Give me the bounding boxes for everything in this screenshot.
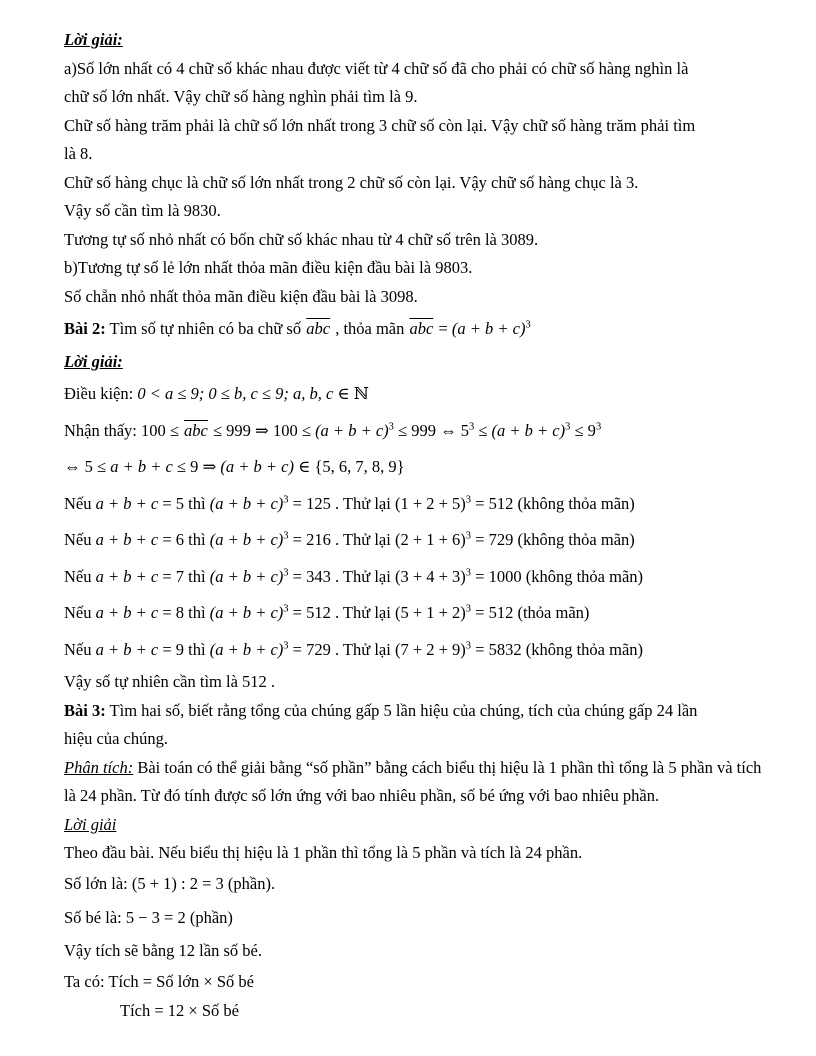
solution-heading-problem-3 [64,811,756,840]
paragraph-line [64,169,756,198]
text-segment: ≤ [474,420,492,440]
text-segment: là 8. [64,144,93,163]
text-segment: Lời giải: [64,351,123,371]
text-segment: ≤ 9 [570,420,596,440]
paragraph-line [64,112,756,141]
product-equation-line-2 [64,997,756,1026]
text-segment: a + b + c [110,457,173,476]
text-segment: ∈ {5, 6, 7, 8, 9} [294,457,405,476]
problem-3-title [64,697,756,726]
text-segment: (a + b + c) [451,319,526,338]
text-segment: , thỏa mãn [331,319,409,338]
case-line-sum-7 [64,559,756,596]
exponent-text: 3 [465,530,472,542]
paragraph-line [64,725,756,754]
text-segment: Bài 3: [64,700,106,720]
exponent-text: 3 [468,421,475,432]
text-segment: 0 < a ≤ 9; 0 ≤ b, c ≤ 9; a, b, c [137,384,334,403]
text-segment: = 343 . Thử lại (3 + 4 + 3) [288,566,466,586]
larger-number-line [64,868,756,902]
overline-abc-text: $\overline{abc}$ [306,319,331,338]
text-segment: Lời giải: [64,30,123,49]
paragraph-line [64,935,756,969]
text-segment: Điều kiện: [64,384,138,403]
solution-heading-problem-2 [64,348,756,377]
paragraph-line [64,226,756,255]
text-segment: Chữ số hàng chục là chữ số lớn nhất trong 2 chữ số còn lại. Vậy chữ số hàng chục là 3. [64,172,639,192]
text-segment: (a + b + c) [315,420,389,440]
paragraph-line [64,839,756,868]
exponent-text: 3 [283,640,289,651]
exponent-text: 3 [595,421,602,432]
text-segment: Nếu [64,530,96,549]
text-segment: a + b + c [95,639,159,659]
text-segment: a + b + c [95,530,159,549]
text-segment: Số chẵn nhỏ nhất thỏa mãn điều kiện đầu bài là 3098. [64,286,418,306]
text-segment: Nhận thấy: 100 ≤ [64,420,184,440]
text-segment: = 8 thì [158,603,210,622]
exponent-text: 3 [465,567,472,578]
text-segment: Tích = 12 × Số bé [120,1000,239,1020]
text-segment: = 512 (thỏa mãn) [471,603,590,622]
text-segment: Ta có: Tích = Số lớn × Số bé [64,972,254,991]
text-segment: chữ số lớn nhất. Vậy chữ số hàng nghìn phải tìm là 9. [64,87,418,106]
case-line-sum-8 [64,595,756,632]
text-segment: ≤ 9 ⇒ [172,457,221,476]
text-segment: = 1000 (không thỏa mãn) [471,566,644,586]
text-segment: Bài toán có thể giải bằng “số phần” bằng cách biểu thị hiệu là 1 phần thì tổng là 5 phần và tích [133,757,762,777]
text-segment: (a + b + c) [209,603,284,622]
text-segment: = 125 . Thử lại (1 + 2 + 5) [288,493,466,513]
text-segment: a + b + c [95,603,159,622]
case-line-sum-9 [64,632,756,669]
condition-line [64,376,756,413]
text-segment: Tìm số tự nhiên có ba chữ số [105,319,306,338]
text-segment: a)Số lớn nhất có 4 chữ số khác nhau được viết từ 4 chữ số đã cho phải có chữ số hàng nghìn là [64,58,689,78]
text-segment: Nếu [64,639,96,659]
paragraph-line [64,140,756,169]
conclusion-problem-2 [64,668,756,697]
text-segment: ≤ 999 ⇒ 100 ≤ [208,420,316,440]
smaller-number-line [64,901,756,935]
paragraph-line [64,197,756,226]
text-segment: Chữ số hàng trăm phải là chữ số lớn nhất trong 3 chữ số còn lại. Vậy chữ số hàng trăm phải tìm [64,115,696,135]
math-line [64,413,756,450]
text-segment: = 7 thì [158,566,210,586]
text-segment: Vậy số cần tìm là 9830. [64,201,221,220]
text-segment: (a + b + c) [209,566,284,586]
analysis-heading-line [64,754,762,783]
overline-abc-text: $\overline{abc}$ [184,420,208,440]
text-segment: a + b + c [95,566,159,586]
paragraph-line [64,283,756,312]
case-line-sum-6 [64,522,756,559]
text-segment: Theo đầu bài. Nếu biểu thị hiệu là 1 phần thì tổng là 5 phần và tích là 24 phần. [64,843,583,862]
exponent-text: 3 [283,530,289,542]
text-segment: ⇔ 5 ≤ [64,457,111,476]
text-segment: = 5832 (không thỏa mãn) [471,639,644,659]
text-segment: ∈ ℕ [333,384,369,403]
text-segment: Nếu [64,493,96,513]
paragraph-line [64,254,756,283]
exponent-text: 3 [283,494,289,505]
text-segment: ≤ 999 ⇔ 5 [393,420,469,440]
text-segment: Tương tự số nhỏ nhất có bốn chữ số khác nhau từ 4 chữ số trên là 3089. [64,229,539,249]
overline-abc-text: $\overline{abc}$ [409,319,434,338]
text-segment: Vậy số tự nhiên cần tìm là 512 . [64,672,276,691]
paragraph-line [64,55,756,84]
paragraph-line [64,83,756,112]
text-segment: = 216 . Thử lại (2 + 1 + 6) [288,530,466,549]
text-segment: = 6 thì [158,530,210,549]
text-segment: = 729 (không thỏa mãn) [471,530,635,549]
text-segment: = 512 (không thỏa mãn) [471,493,635,513]
text-segment: = 9 thì [158,639,210,659]
text-segment: Nếu [64,566,96,586]
text-segment: (a + b + c) [220,457,295,476]
text-segment: Bài 2: [64,319,106,338]
text-segment: b)Tương tự số lẻ lớn nhất thỏa mãn điều kiện đầu bài là 9803. [64,258,473,277]
text-segment: Vậy tích sẽ bằng 12 lần số bé. [64,941,262,960]
exponent-text: 3 [525,319,531,331]
problem-2-title [64,311,756,348]
paragraph-line [64,782,756,811]
text-segment: Tìm hai số, biết rằng tổng của chúng gấp 5 lần hiệu của chúng, tích của chúng gấp 24 lần [105,700,698,720]
exponent-text: 3 [465,494,472,505]
text-segment: Phân tích: [64,757,134,777]
case-line-sum-5 [64,486,756,523]
text-segment: (a + b + c) [209,530,284,549]
solution-heading-problem-1 [64,26,756,55]
text-segment: (a + b + c) [209,639,284,659]
text-segment: = 729 . Thử lại (7 + 2 + 9) [288,639,466,659]
exponent-text: 3 [283,567,289,578]
text-segment: a + b + c [95,493,159,513]
exponent-text: 3 [283,603,289,615]
text-segment: là 24 phần. Từ đó tính được số lớn ứng với bao nhiêu phần, số bé ứng với bao nhiêu phần. [64,786,660,805]
text-segment: = 5 thì [158,493,210,513]
text-segment: (a + b + c) [209,493,284,513]
text-segment: Số lớn là: (5 + 1) : 2 = 3 (phần). [64,874,276,893]
exponent-text: 3 [465,640,472,651]
exponent-text: 3 [388,421,394,432]
text-segment: = 512 . Thử lại (5 + 1 + 2) [288,603,466,622]
text-segment: = [434,319,452,338]
math-line [64,449,756,486]
text-segment: (a + b + c) [491,420,566,440]
exponent-text: 3 [565,421,571,432]
text-segment: Số bé là: 5 − 3 = 2 (phần) [64,907,233,927]
text-segment: Lời giải [64,814,117,834]
product-equation-line [64,968,756,997]
exponent-text: 3 [465,603,472,615]
text-segment: Nếu [64,603,96,622]
text-segment: hiệu của chúng. [64,729,169,748]
